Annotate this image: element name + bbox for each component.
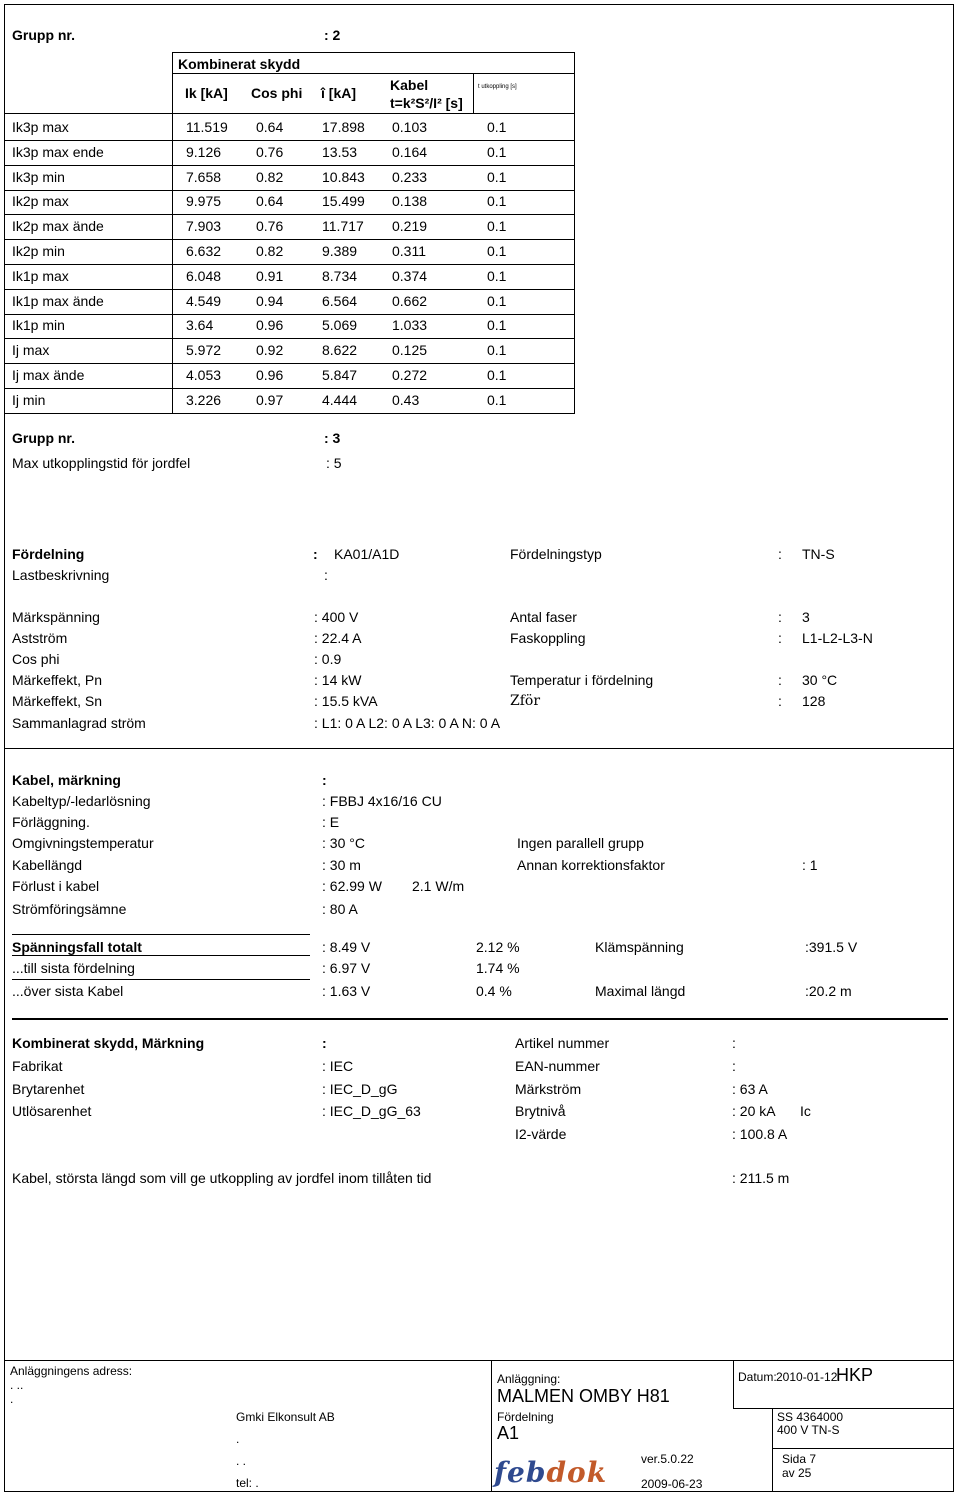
dist-right-value: L1-L2-L3-N [802, 630, 873, 646]
max-trip-time-value: : 5 [326, 455, 342, 471]
table-cell: 0.82 [256, 168, 284, 185]
table-cell: 3.64 [186, 317, 214, 334]
dist-right-label: Zför [510, 693, 541, 709]
underline [12, 955, 310, 956]
logo-part-1: feb [494, 1456, 547, 1489]
table-cell: 0.97 [256, 391, 284, 408]
datum-label: Datum: [738, 1370, 777, 1384]
table-cell: 0.1 [487, 168, 507, 185]
fordelningstyp-value: TN-S [802, 546, 835, 562]
table-cell: 0.94 [256, 292, 284, 309]
lastbeskrivning-label: Lastbeskrivning [12, 567, 110, 583]
table-row-divider [4, 190, 575, 191]
underline [12, 979, 310, 980]
version-date: 2009-06-23 [641, 1477, 703, 1491]
korrektion-label: Annan korrektionsfaktor [517, 857, 665, 873]
col-header-cosphi: Cos phi [251, 85, 303, 101]
fordelningstyp-colon: : [778, 546, 782, 562]
protection-right-label: EAN-nummer [515, 1058, 600, 1074]
sammanlagrad-value: : L1: 0 A L2: 0 A L3: 0 A N: 0 A [314, 715, 501, 731]
address-label: Anläggningens adress: [10, 1364, 133, 1378]
volt-percent: 0.4 % [476, 983, 512, 999]
table-cell: 0.1 [487, 193, 507, 210]
table-cell: 6.048 [186, 267, 222, 284]
dist-field-value: : 400 V [314, 609, 359, 625]
dist-field-label: Märkeffekt, Pn [12, 672, 103, 688]
table-cell: 0.164 [392, 143, 428, 160]
table-group-header: Kombinerat skydd [178, 56, 301, 72]
volt-percent: 2.12 % [476, 939, 520, 955]
table-cell: 0.76 [256, 218, 284, 235]
cable-field-label: Förlust i kabel [12, 878, 100, 894]
table-row-label: Ik3p min [12, 168, 65, 185]
protection-field-label: Brytarenhet [12, 1081, 85, 1097]
cable-field-value: : FBBJ 4x16/16 CU [322, 793, 442, 809]
table-cell: 9.975 [186, 193, 222, 210]
cable-field-label: Omgivningstemperatur [12, 835, 154, 851]
table-cell: 0.1 [487, 367, 507, 383]
table-cell: 9.126 [186, 143, 222, 160]
volt-label: ...över sista Kabel [12, 983, 124, 999]
table-cell: 0.1 [487, 218, 507, 235]
table-cell: 5.972 [186, 342, 222, 359]
lastbeskrivning-value: : [324, 567, 328, 583]
table-cell: 0.1 [487, 391, 507, 408]
volt-percent: 1.74 % [476, 960, 520, 976]
table-row-divider [4, 388, 575, 389]
dist-field-value: : 14 kW [314, 672, 362, 688]
protection-field-label: Utlösarenhet [12, 1103, 92, 1119]
table-row-label: Ij min [12, 391, 46, 408]
page-total: av 25 [782, 1466, 812, 1480]
longest-cable-value: : 211.5 m [732, 1170, 790, 1186]
divider-thick [12, 1018, 948, 1020]
volt-label-2: Maximal längd [595, 983, 686, 999]
table-cell: 5.847 [322, 367, 358, 383]
table-cell: 10.843 [322, 168, 365, 185]
dist-right-label: Faskoppling [510, 630, 586, 646]
logo-part-2: dok [546, 1456, 608, 1489]
table-cell: 0.1 [487, 119, 507, 135]
col-header-kabel-formula: t=k²S²/I² [s] [390, 95, 463, 111]
table-cell: 0.64 [256, 119, 284, 135]
group2-label: Grupp nr. [12, 430, 75, 446]
table-row-label: Ij max ände [12, 367, 85, 383]
version: ver.5.0.22 [641, 1452, 694, 1466]
loss-per-meter: 2.1 W/m [412, 878, 465, 894]
table-row-label: Ik1p max ände [12, 292, 104, 309]
table-cell: 1.033 [392, 317, 428, 334]
table-cell: 0.1 [487, 267, 507, 284]
table-row-label: Ik1p min [12, 317, 65, 334]
cable-heading: Kabel, märkning [12, 772, 121, 788]
table-cell: 0.91 [256, 267, 284, 284]
anlaggning-label: Anläggning: [497, 1372, 561, 1386]
anlaggning-value: MALMEN OMBY H81 [497, 1386, 670, 1406]
febdok-logo [494, 1456, 607, 1489]
table-row-divider [4, 314, 575, 315]
dist-right-colon: : [778, 630, 782, 646]
table-row-divider [4, 289, 575, 290]
max-trip-time-label: Max utkopplingstid för jordfel [12, 455, 191, 471]
parallel-text: Ingen parallell grupp [517, 835, 644, 851]
protection-right-label: Artikel nummer [515, 1035, 610, 1051]
protection-field-value: : IEC [322, 1058, 354, 1074]
table-row-label: Ik2p max ände [12, 218, 104, 235]
table-cell: 0.96 [256, 317, 284, 334]
protection-right-value: : [732, 1058, 736, 1074]
protection-right-label: Märkström [515, 1081, 582, 1097]
fordelningstyp-label: Fördelningstyp [510, 546, 602, 562]
datum-value: 2010-01-12 [776, 1370, 838, 1384]
company-name: Gmki Elkonsult AB [236, 1410, 335, 1424]
company-line-2: . . [236, 1454, 247, 1468]
system: 400 V TN-S [777, 1423, 840, 1437]
protection-field-value: : IEC_D_gG [322, 1081, 398, 1097]
cable-field-value: : 30 °C [322, 835, 365, 851]
table-cell: 7.658 [186, 168, 222, 185]
table-cell: 0.1 [487, 243, 507, 259]
company-phone: tel: . [236, 1476, 259, 1490]
standard: SS 4364000 [777, 1410, 844, 1424]
table-cell: 5.069 [322, 317, 358, 334]
table-cell: 0.103 [392, 119, 428, 135]
cable-field-value: : 80 A [322, 901, 358, 917]
signature: HKP [836, 1365, 874, 1385]
table-row-label: Ik2p max [12, 193, 69, 210]
table-cell: 11.519 [186, 119, 228, 135]
protection-heading-value: : [322, 1035, 327, 1051]
col-header-ipeak: î [kA] [321, 85, 356, 101]
sammanlagrad-label: Sammanlagrad ström [12, 715, 146, 731]
dist-right-value: 30 °C [802, 672, 838, 688]
cable-field-value: : 30 m [322, 857, 361, 873]
group-number: : 2 [324, 27, 341, 43]
table-cell: 0.272 [392, 367, 428, 383]
volt-value: : 8.49 V [322, 939, 371, 955]
address-line-2: . [10, 1392, 14, 1406]
table-cell: 0.138 [392, 193, 428, 210]
underline [12, 934, 310, 935]
table-cell: 0.125 [392, 342, 428, 359]
page-number: Sida 7 [782, 1452, 817, 1466]
volt-label-2: Klämspänning [595, 939, 684, 955]
cable-heading-value: : [322, 772, 327, 788]
volt-label: ...till sista fördelning [12, 960, 135, 976]
col-header-kabel: Kabel [390, 77, 429, 93]
dist-right-label: Antal faser [510, 609, 577, 625]
table-cell: 4.549 [186, 292, 222, 309]
table-cell: 8.734 [322, 267, 358, 284]
table-cell: 6.632 [186, 243, 222, 259]
table-cell: 0.1 [487, 143, 507, 160]
company-line-1: . [236, 1432, 240, 1446]
table-cell: 8.622 [322, 342, 358, 359]
fordelning-footer-label: Fördelning [497, 1410, 554, 1424]
table-cell: 0.374 [392, 267, 428, 284]
table-row-divider [4, 214, 575, 215]
longest-cable-label: Kabel, största längd som vill ge utkoppling av jordfel inom tillåten tid [12, 1170, 432, 1186]
cable-field-label: Kabellängd [12, 857, 83, 873]
table-cell: 0.43 [392, 391, 420, 408]
volt-value: : 1.63 V [322, 983, 371, 999]
volt-value-2: :20.2 m [805, 983, 852, 999]
protection-right-value: : 63 A [732, 1081, 768, 1097]
table-cell: 7.903 [186, 218, 222, 235]
dist-field-value: : 22.4 A [314, 630, 362, 646]
ic-label: Ic [800, 1103, 811, 1119]
table-row-label: Ik2p min [12, 243, 65, 259]
protection-field-value: : IEC_D_gG_63 [322, 1103, 421, 1119]
address-line-1: . .. [10, 1378, 24, 1392]
table-cell: 15.499 [322, 193, 365, 210]
table-row-label: Ik3p max [12, 119, 69, 135]
fordelning-value: KA01/A1D [334, 546, 400, 562]
table-cell: 0.64 [256, 193, 284, 210]
dist-right-value: 128 [802, 693, 826, 709]
protection-field-label: Fabrikat [12, 1058, 63, 1074]
dist-right-value: 3 [802, 609, 810, 625]
table-cell: 9.389 [322, 243, 358, 259]
dist-field-label: Märkeffekt, Sn [12, 693, 103, 709]
cable-field-value: : 62.99 W [322, 878, 382, 894]
protection-heading: Kombinerat skydd, Märkning [12, 1035, 205, 1051]
col-header-t-utkoppling: t utkoppling [s] [478, 84, 517, 90]
table-cell: 0.233 [392, 168, 428, 185]
cable-field-label: Förläggning. [12, 814, 90, 830]
protection-right-label: I2-värde [515, 1126, 567, 1142]
table-cell: 0.1 [487, 317, 507, 334]
col-header-ik: Ik [kA] [185, 85, 228, 101]
table-row-label: Ik1p max [12, 267, 69, 284]
volt-label: Spänningsfall totalt [12, 939, 142, 955]
table-cell: 11.717 [322, 218, 364, 235]
table-cell: 6.564 [322, 292, 358, 309]
fordelning-label: Fördelning [12, 546, 85, 562]
protection-right-value: : 100.8 A [732, 1126, 788, 1142]
table-cell: 4.053 [186, 367, 222, 383]
protection-right-value: : [732, 1035, 736, 1051]
fordelning-colon: : [313, 546, 318, 562]
table-cell: 0.662 [392, 292, 428, 309]
table-cell: 0.82 [256, 243, 284, 259]
table-cell: 0.311 [392, 243, 426, 259]
table-row-divider [4, 363, 575, 364]
volt-value: : 6.97 V [322, 960, 371, 976]
table-row-divider [4, 140, 575, 141]
table-row-label: Ij max [12, 342, 50, 359]
dist-field-label: Cos phi [12, 651, 60, 667]
table-cell: 4.444 [322, 391, 358, 408]
table-cell: 17.898 [322, 119, 365, 135]
table-cell: 13.53 [322, 143, 358, 160]
dist-field-value: : 0.9 [314, 651, 342, 667]
dist-right-colon: : [778, 672, 782, 688]
divider [4, 748, 954, 749]
table-row-divider [4, 264, 575, 265]
table-row-divider [4, 338, 575, 339]
korrektion-value: : 1 [802, 857, 818, 873]
fordelning-footer-value: A1 [497, 1423, 520, 1443]
table-cell: 0.1 [487, 342, 507, 359]
table-cell: 0.92 [256, 342, 284, 359]
protection-right-label: Brytnivå [515, 1103, 566, 1119]
table-cell: 0.76 [256, 143, 284, 160]
table-row-divider [4, 165, 575, 166]
table-row-divider [4, 239, 575, 240]
dist-field-value: : 15.5 kVA [314, 693, 378, 709]
dist-right-colon: : [778, 609, 782, 625]
table-row-label: Ik3p max ende [12, 143, 104, 160]
table-cell: 3.226 [186, 391, 222, 408]
group-label: Grupp nr. [12, 27, 75, 43]
cable-field-value: : E [322, 814, 340, 830]
cable-field-label: Strömföringsämne [12, 901, 127, 917]
group2-number: : 3 [324, 430, 341, 446]
dist-right-colon: : [778, 693, 782, 709]
protection-right-value: : 20 kA [732, 1103, 776, 1119]
cable-field-label: Kabeltyp/-ledarlösning [12, 793, 151, 809]
table-cell: 0.1 [487, 292, 507, 309]
dist-field-label: Märkspänning [12, 609, 100, 625]
dist-field-label: Astström [12, 630, 68, 646]
volt-value-2: :391.5 V [805, 939, 858, 955]
dist-right-label: Temperatur i fördelning [510, 672, 654, 688]
table-cell: 0.96 [256, 367, 284, 383]
table-cell: 0.219 [392, 218, 428, 235]
